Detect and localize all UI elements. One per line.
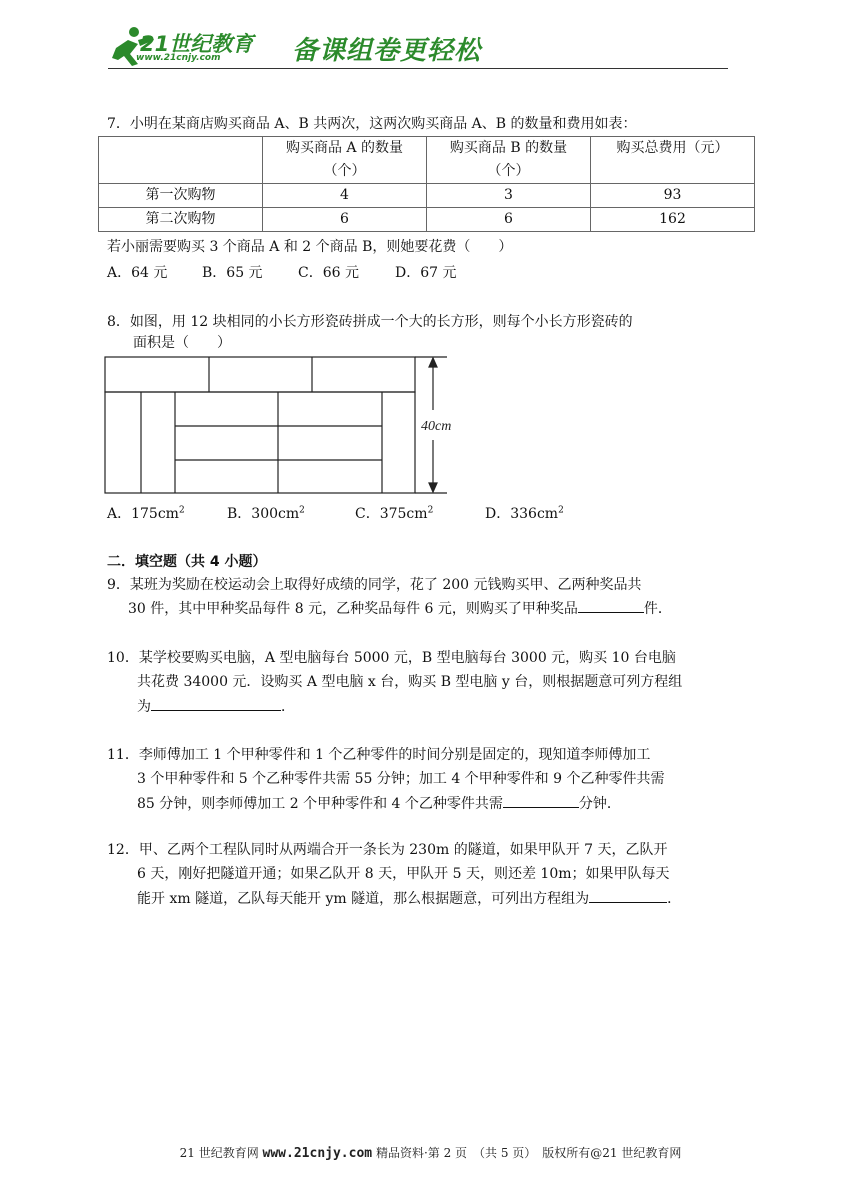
option-sup: 2 (299, 505, 305, 516)
option-text: C．375cm (355, 506, 428, 522)
q9-line1: 9．某班为奖励在校运动会上取得好成绩的同学，花了 200 元钱购买甲、乙两种奖品共 (107, 577, 642, 593)
table-cell: 93 (591, 184, 755, 208)
q10-text-suffix: ． (281, 699, 295, 715)
q10-text: 为 (137, 699, 151, 715)
option-sup: 2 (427, 505, 434, 516)
q11-text: 85 分钟，则李师傅加工 2 个甲种零件和 4 个乙种零件共需 (137, 796, 503, 812)
dimension-label: 40cm (421, 419, 452, 434)
table-cell: 第一次购物 (99, 184, 263, 208)
q12-line3 (137, 888, 681, 908)
footer-page-info: 精品资料·第 2 页 （共 5 页） 版权所有@21 世纪教育网 (375, 1146, 682, 1160)
q11-answer-blank[interactable] (503, 793, 579, 808)
q8-option-c (355, 503, 433, 523)
q10-line1: 10．某学校要购买电脑，A 型电脑每台 5000 元，B 型电脑每台 3000 元，购买 10 台电脑 (107, 650, 676, 666)
header-divider (108, 68, 728, 69)
table-cell: 162 (591, 208, 755, 232)
q7-option-a: A．64 元 (107, 265, 168, 281)
option-sup: 2 (178, 505, 185, 516)
logo-url-text: www.21cnjy.com (136, 53, 221, 63)
table-cell: 6 (263, 208, 427, 232)
header-line: （个） (487, 163, 530, 179)
header-line: 购买商品 A 的数量 (285, 140, 403, 156)
option-text: A．175cm (107, 506, 179, 522)
option-text: B．300cm (227, 506, 300, 522)
q10-answer-blank[interactable] (151, 696, 281, 711)
q9-text-suffix: 件． (643, 601, 672, 617)
table-cell: 第二次购物 (99, 208, 263, 232)
q8-option-b (227, 503, 305, 523)
q8-stem-line2: 面积是（ ） (133, 335, 231, 351)
q11-text-suffix: 分钟． (578, 796, 621, 812)
tile-rectangle-figure (100, 350, 470, 500)
page-footer (0, 1144, 861, 1161)
q7-option-c: C．66 元 (298, 265, 359, 281)
q8-option-d (485, 503, 564, 523)
table-header-cell (263, 137, 427, 184)
q12-answer-blank[interactable] (589, 888, 667, 903)
footer-site-name: 21 世纪教育网 (179, 1146, 259, 1160)
q12-text-suffix: ． (667, 891, 682, 907)
option-text: D．336cm (485, 506, 559, 522)
option-sup: 2 (558, 505, 564, 516)
table-header-cell (591, 137, 755, 184)
q10-line2: 共花费 34000 元．设购买 A 型电脑 x 台，购买 B 型电脑 y 台，则根据题意可列方程组 (137, 674, 683, 690)
q11-line3 (137, 793, 621, 813)
q7-question: 若小丽需要购买 3 个商品 A 和 2 个商品 B，则她要花费（ ） (107, 239, 513, 255)
q11-line1: 11．李师傅加工 1 个甲种零件和 1 个乙种零件的时间分别是固定的，现知道李师傅加工 (107, 747, 651, 763)
q7-stem: 7．小明在某商店购买商品 A、B 共两次，这两次购买商品 A、B 的数量和费用如表： (107, 116, 637, 132)
q9-answer-blank[interactable] (578, 598, 644, 613)
q12-line1: 12．甲、乙两个工程队同时从两端合开一条长为 230m 的隧道，如果甲队开 7 天，乙队开 (107, 842, 668, 858)
footer-site-link[interactable]: www.21cnjy.com (262, 1146, 373, 1161)
q7-option-b: B．65 元 (202, 265, 263, 281)
section2-title: 二．填空题（共 4 小题） (107, 554, 267, 570)
table-cell: 3 (427, 184, 591, 208)
table-header-cell (427, 137, 591, 184)
table-header-row (99, 137, 755, 184)
header-line: （个） (323, 163, 366, 179)
q8-option-a (107, 503, 185, 523)
table-header-empty (99, 137, 263, 184)
table-row (99, 208, 755, 232)
q12-line2: 6 天，刚好把隧道开通；如果乙队开 8 天，甲队开 5 天，则还差 10m；如果甲队每天 (137, 866, 670, 882)
q8-stem-line1: 8．如图，用 12 块相同的小长方形瓷砖拼成一个大的长方形，则每个小长方形瓷砖的 (107, 314, 633, 330)
header-line: 购买总费用（元） (616, 140, 729, 156)
q7-table (98, 136, 755, 232)
table-cell: 6 (427, 208, 591, 232)
q9-text: 30 件，其中甲种奖品每件 8 元，乙种奖品每件 6 元，则购买了甲种奖品 (128, 601, 578, 617)
header-slogan: 备课组卷更轻松 (292, 36, 482, 66)
q9-line2 (128, 598, 672, 618)
table-row (99, 184, 755, 208)
q12-text: 能开 xm 隧道，乙队每天能开 ym 隧道，那么根据题意，可列出方程组为 (137, 891, 590, 907)
q10-line3 (137, 696, 295, 716)
header-line: 购买商品 B 的数量 (449, 140, 568, 156)
q11-line2: 3 个甲种零件和 5 个乙种零件共需 55 分钟；加工 4 个甲种零件和 9 个乙种零件共需 (137, 771, 665, 787)
q7-option-d: D．67 元 (395, 265, 457, 281)
table-cell: 4 (263, 184, 427, 208)
logo-brand-text: 21世纪教育 (140, 32, 254, 56)
